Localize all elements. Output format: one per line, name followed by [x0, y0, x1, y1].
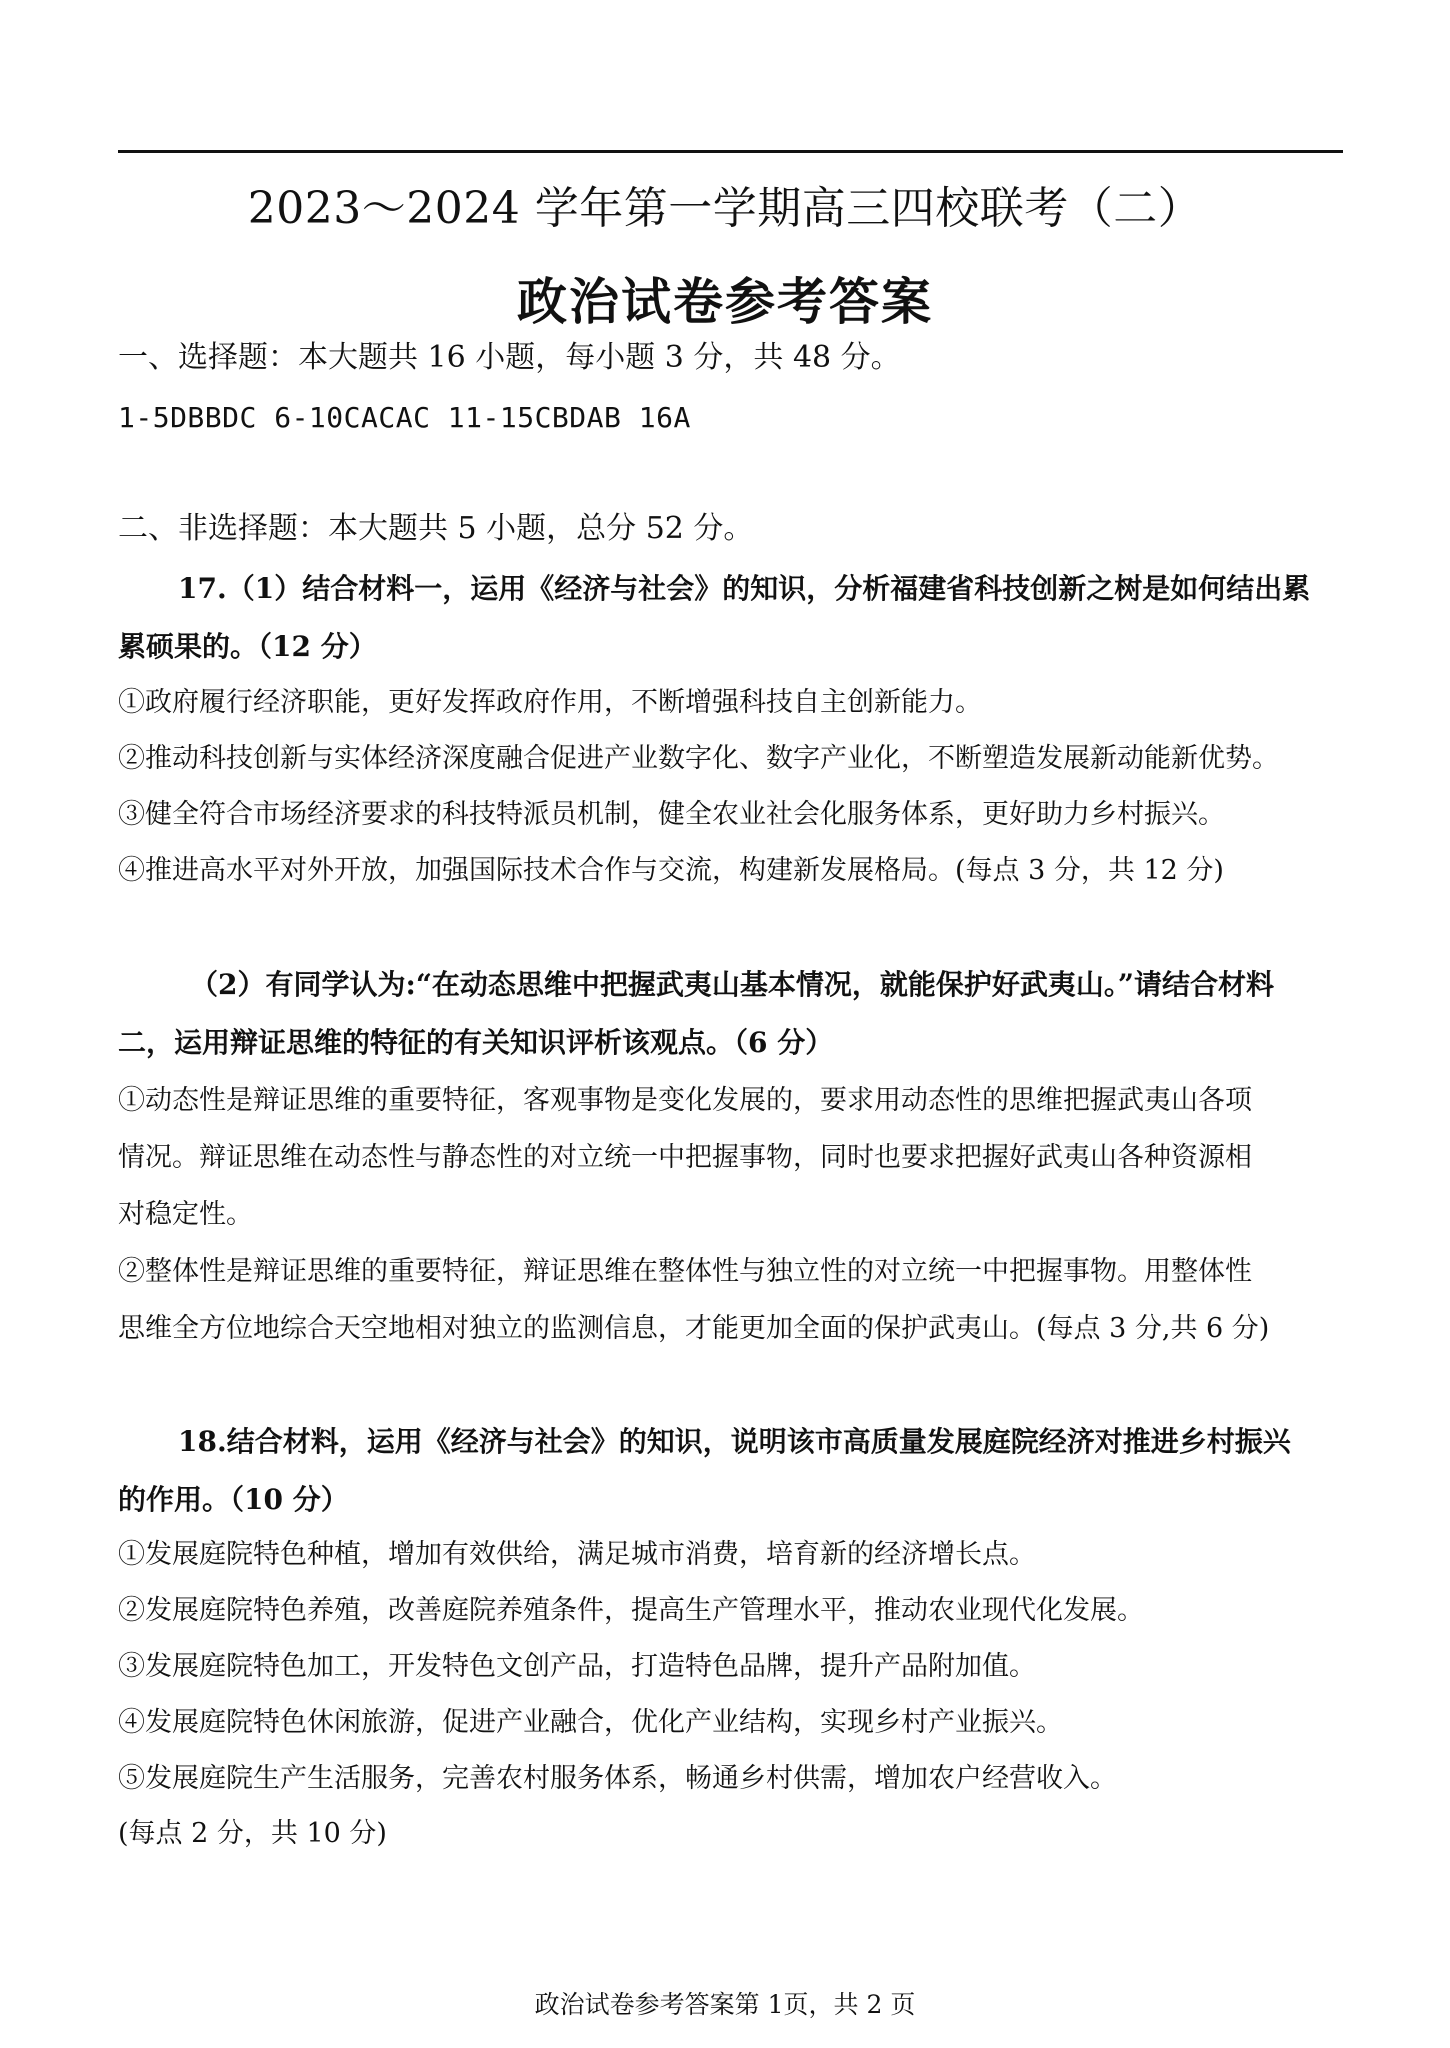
header-rule — [118, 150, 1343, 153]
q18-question-line1: 18.结合材料，运用《经济与社会》的知识，说明该市高质量发展庭院经济对推进乡村振兴 — [178, 1425, 1291, 1458]
multiple-choice-answers: 1-5DBBDC 6-10CACAC 11-15CBDAB 16A — [118, 401, 691, 434]
q18-answer-5: ⑤发展庭院生产生活服务，完善农村服务体系，畅通乡村供需，增加农户经营收入。 — [118, 1763, 1117, 1794]
exam-title: 2023～2024 学年第一学期高三四校联考（二） — [247, 183, 1203, 234]
q17-1-question-line2: 累硕果的。（12 分） — [118, 630, 377, 663]
page-footer: 政治试卷参考答案第 1页，共 2 页 — [534, 1990, 916, 2019]
q17-2-answer-1-line1: ①动态性是辩证思维的重要特征，客观事物是变化发展的，要求用动态性的思维把握武夷山各项 — [118, 1085, 1252, 1116]
q17-2-answer-1-line3: 对稳定性。 — [118, 1199, 253, 1230]
q17-2-answer-2-line1: ②整体性是辩证思维的重要特征，辩证思维在整体性与独立性的对立统一中把握事物。用整体性 — [118, 1256, 1252, 1287]
q18-score-note: (每点 2 分，共 10 分) — [118, 1818, 387, 1849]
q17-1-answer-1: ①政府履行经济职能，更好发挥政府作用，不断增强科技自主创新能力。 — [118, 687, 982, 718]
q17-2-question-line1: （2）有同学认为:“在动态思维中把握武夷山基本情况，就能保护好武夷山。”请结合材料 — [190, 968, 1275, 1001]
q17-2-answer-1-line2: 情况。辩证思维在动态性与静态性的对立统一中把握事物，同时也要求把握好武夷山各种资源相 — [118, 1142, 1252, 1173]
q17-1-answer-3: ③健全符合市场经济要求的科技特派员机制，健全农业社会化服务体系，更好助力乡村振兴。 — [118, 799, 1225, 830]
document-subtitle: 政治试卷参考答案 — [517, 272, 933, 331]
q18-answer-1: ①发展庭院特色种植，增加有效供给，满足城市消费，培育新的经济增长点。 — [118, 1539, 1036, 1570]
q17-1-answer-4: ④推进高水平对外开放，加强国际技术合作与交流，构建新发展格局。(每点 3 分，共 12 分) — [118, 855, 1224, 886]
part2-heading: 二、非选择题：本大题共 5 小题，总分 52 分。 — [118, 511, 754, 546]
q18-question-line2: 的作用。（10 分） — [118, 1483, 349, 1516]
part1-heading: 一、选择题：本大题共 16 小题，每小题 3 分，共 48 分。 — [118, 340, 901, 375]
q17-2-question-line2: 二，运用辩证思维的特征的有关知识评析该观点。（6 分） — [118, 1026, 834, 1059]
q17-2-answer-2-line2: 思维全方位地综合天空地相对独立的监测信息，才能更加全面的保护武夷山。(每点 3 分,共 6 分) — [118, 1313, 1270, 1344]
q17-1-question-line1: 17.（1）结合材料一，运用《经济与社会》的知识，分析福建省科技创新之树是如何结出累 — [178, 572, 1311, 605]
q18-answer-2: ②发展庭院特色养殖，改善庭院养殖条件，提高生产管理水平，推动农业现代化发展。 — [118, 1595, 1144, 1626]
q18-answer-3: ③发展庭院特色加工，开发特色文创产品，打造特色品牌，提升产品附加值。 — [118, 1651, 1036, 1682]
q17-1-answer-2: ②推动科技创新与实体经济深度融合促进产业数字化、数字产业化，不断塑造发展新动能新优势。 — [118, 743, 1279, 774]
q18-answer-4: ④发展庭院特色休闲旅游，促进产业融合，优化产业结构，实现乡村产业振兴。 — [118, 1707, 1063, 1738]
